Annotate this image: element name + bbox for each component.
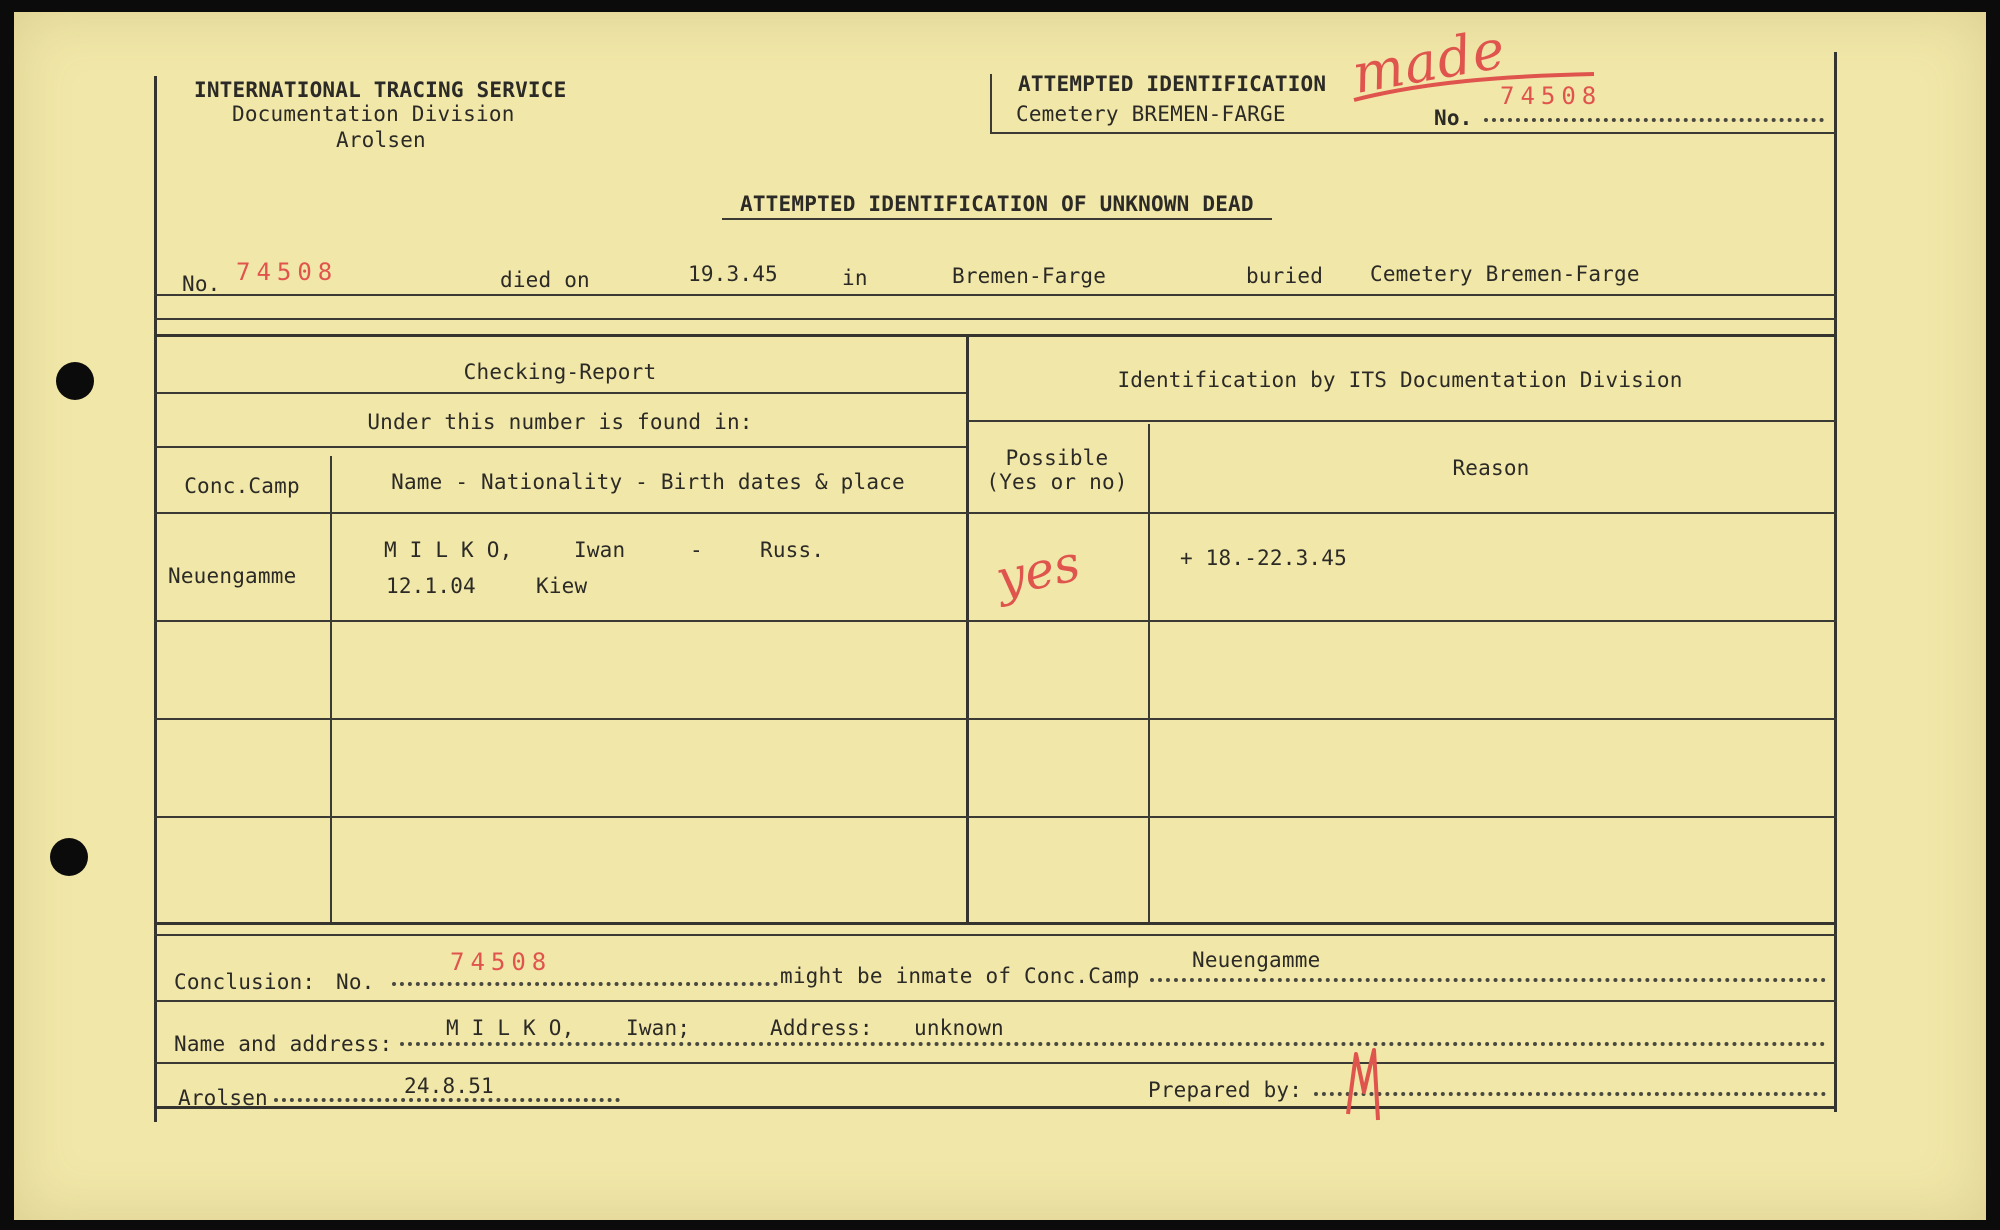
footer-date-value: 24.8.51 [404, 1074, 494, 1098]
frame-bottom [154, 1106, 1837, 1109]
footer-date-dots [274, 1098, 620, 1102]
name-address-name: M I L K O, [446, 1016, 575, 1040]
handwritten-note: made [1347, 17, 1511, 106]
entry-firstname: Iwan [574, 538, 626, 562]
handwritten-underline [1344, 52, 1604, 112]
name-address-label: Name and address: [174, 1032, 393, 1056]
document-title: ATTEMPTED IDENTIFICATION OF UNKNOWN DEAD [740, 192, 1254, 216]
document-card [14, 12, 1986, 1220]
table-bottom [154, 922, 1837, 925]
table-divider-possible [1148, 424, 1150, 924]
buried-label: buried [1246, 264, 1324, 288]
in-label: in [842, 266, 868, 290]
punch-hole-top [56, 362, 94, 400]
col-conc-camp: Conc.Camp [184, 474, 300, 498]
name-address-line [154, 1062, 1837, 1064]
header-row-bottom [154, 512, 1837, 514]
col-reason: Reason [1452, 456, 1530, 480]
buried-value: Cemetery Bremen-Farge [1370, 262, 1640, 286]
header-box-title: ATTEMPTED IDENTIFICATION [1018, 72, 1327, 96]
frame-left [154, 76, 157, 1122]
record-line-2 [154, 318, 1837, 320]
conclusion-camp-value: Neuengamme [1192, 948, 1321, 972]
conclusion-no-label: No. [336, 970, 375, 994]
entry-birth-place: Kiew [536, 574, 588, 598]
died-on-value: 19.3.45 [688, 262, 778, 286]
header-no-dots [1484, 118, 1824, 122]
table-bottom-2 [154, 934, 1837, 936]
record-no-label: No. [182, 272, 221, 296]
died-on-label: died on [500, 268, 590, 292]
checking-report-subtitle: Under this number is found in: [367, 410, 753, 434]
table-divider-main [966, 334, 969, 924]
org-division: Documentation Division [232, 102, 515, 126]
name-address-dots [400, 1042, 1826, 1046]
conclusion-no-dots [392, 982, 778, 986]
entry-possible: yes [990, 533, 1086, 609]
header-box-bottom [990, 132, 1836, 134]
org-city: Arolsen [336, 128, 426, 152]
left-title-line [154, 392, 966, 394]
conclusion-label: Conclusion: [174, 970, 316, 994]
header-box-cemetery: Cemetery BREMEN-FARGE [1016, 102, 1286, 126]
entry-camp: Neuengamme [168, 564, 297, 588]
org-name: INTERNATIONAL TRACING SERVICE [194, 78, 567, 102]
row-line-1 [154, 620, 1837, 622]
table-divider-camp [330, 456, 332, 924]
entry-name: M I L K O, [384, 538, 513, 562]
left-subtitle-line [154, 446, 966, 448]
col-name-nationality: Name - Nationality - Birth dates & place [391, 470, 905, 494]
row-line-3 [154, 816, 1837, 818]
entry-nationality: Russ. [760, 538, 825, 562]
entry-dash: - [690, 538, 703, 562]
title-underline [722, 218, 1272, 220]
header-no-label: No. [1434, 106, 1473, 130]
col-possible-line1: Possible [1005, 446, 1109, 470]
prepared-by-signature [1334, 1044, 1394, 1124]
checking-report-title: Checking-Report [463, 360, 657, 384]
footer-place-label: Arolsen [178, 1086, 268, 1110]
entry-birth-date: 12.1.04 [386, 574, 476, 598]
record-line [154, 294, 1837, 296]
might-be-label: might be inmate of Conc.Camp [780, 964, 1140, 988]
identification-title: Identification by ITS Documentation Division [1117, 368, 1683, 392]
col-possible-line2: (Yes or no) [986, 470, 1128, 494]
entry-reason: + 18.-22.3.45 [1180, 546, 1347, 570]
record-no-value: 74508 [236, 258, 339, 286]
row-line-2 [154, 718, 1837, 720]
table-top [154, 334, 1837, 337]
header-no-value: 74508 [1500, 82, 1603, 110]
conclusion-no-value: 74508 [450, 948, 553, 976]
conclusion-line [154, 1000, 1837, 1002]
address-label: Address: [770, 1016, 873, 1040]
punch-hole-bottom [50, 838, 88, 876]
prepared-by-label: Prepared by: [1148, 1078, 1303, 1102]
address-value: unknown [914, 1016, 1004, 1040]
place-value: Bremen-Farge [952, 264, 1107, 288]
conclusion-camp-dots [1150, 978, 1826, 982]
name-address-firstname: Iwan; [626, 1016, 691, 1040]
frame-right [1834, 52, 1837, 1112]
right-title-line [966, 420, 1836, 422]
header-box-left [990, 74, 992, 132]
